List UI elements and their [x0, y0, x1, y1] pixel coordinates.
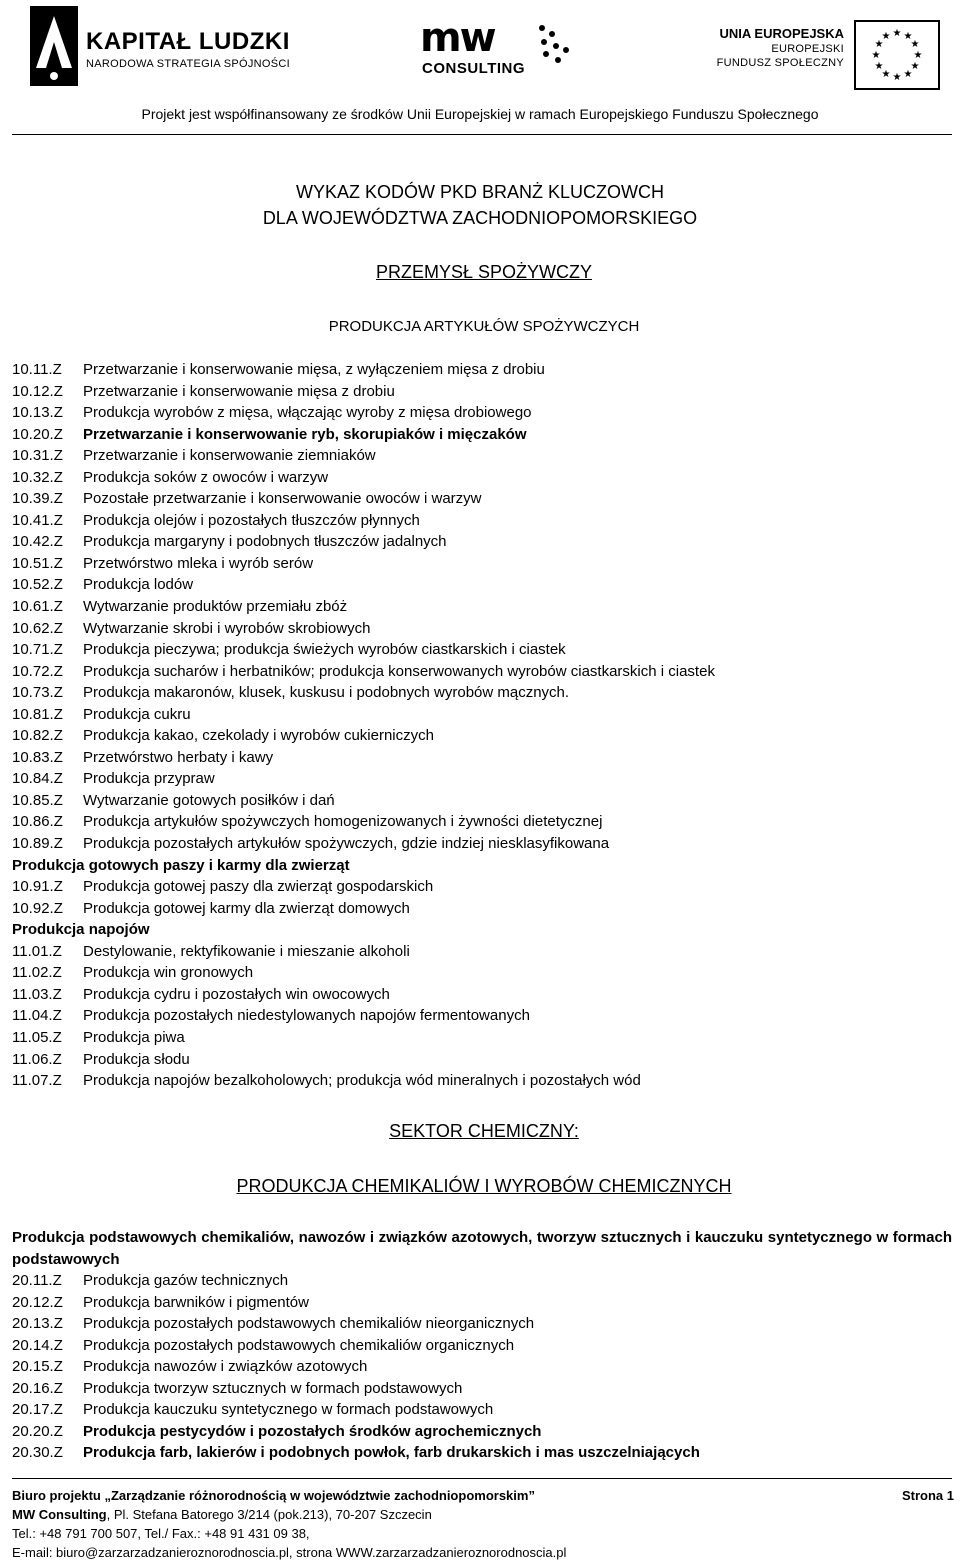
footer-address: , Pl. Stefana Batorego 3/214 (pok.213), 70-207 Szczecin [106, 1507, 432, 1522]
kapital-ludzki-title: KAPITAŁ LUDZKI [86, 28, 290, 55]
pkd-description: Produkcja kakao, czekolady i wyrobów cukierniczych [83, 727, 434, 745]
pkd-row [12, 1378, 952, 1400]
pkd-row [12, 725, 952, 747]
pkd-description: Destylowanie, rektyfikowanie i mieszanie alkoholi [83, 942, 410, 960]
pkd-description: Produkcja napojów bezalkoholowych; produkcja wód mineralnych i pozostałych wód [83, 1072, 641, 1090]
svg-text:★: ★ [881, 69, 891, 80]
section2-subtitle: PRODUKCJA CHEMIKALIÓW I WYROBÓW CHEMICZNYCH [236, 1176, 732, 1196]
pkd-code: 11.01.Z [12, 942, 62, 960]
pkd-row [12, 445, 952, 467]
pkd-description: Przetwarzanie i konserwowanie ryb, skorupiaków i mięczaków [83, 425, 527, 443]
section1-list [12, 359, 952, 1092]
pkd-row [12, 876, 952, 898]
pkd-code: 20.14.Z [12, 1336, 63, 1354]
svg-text:★: ★ [903, 69, 913, 80]
pkd-row [12, 1070, 952, 1092]
pkd-description: Produkcja nawozów i związków azotowych [83, 1358, 368, 1376]
pkd-row [12, 1270, 952, 1292]
pkd-row [12, 596, 952, 618]
pkd-description: Produkcja olejów i pozostałych tłuszczów płynnych [83, 511, 420, 529]
pkd-description: Produkcja pozostałych podstawowych chemikaliów nieorganicznych [83, 1315, 535, 1333]
header-divider [12, 134, 952, 135]
pkd-description: Produkcja barwników i pigmentów [83, 1293, 309, 1311]
pkd-row [12, 962, 952, 984]
pkd-code: 10.84.Z [12, 770, 63, 788]
group-heading-pasze: Produkcja gotowych paszy i karmy dla zwierząt [12, 856, 350, 874]
header-logos [0, 0, 960, 92]
pkd-row [12, 1292, 952, 1314]
svg-text:★: ★ [871, 50, 881, 61]
pkd-row [12, 1356, 952, 1378]
pkd-description: Produkcja piwa [83, 1028, 185, 1046]
pkd-description: Pozostałe przetwarzanie i konserwowanie owoców i warzyw [83, 490, 482, 508]
pkd-code: 10.41.Z [12, 511, 63, 529]
title-line-2: DLA WOJEWÓDZTWA ZACHODNIOPOMORSKIEGO [262, 208, 698, 228]
document-title [0, 179, 960, 231]
pkd-code: 11.06.Z [12, 1050, 62, 1068]
pkd-description: Produkcja gotowej paszy dla zwierząt gospodarskich [83, 878, 434, 896]
footer-phone: Tel.: +48 791 700 507, Tel./ Fax.: +48 91 431 09 38, [12, 1526, 310, 1541]
pkd-row [12, 639, 952, 661]
pkd-code: 20.16.Z [12, 1379, 63, 1397]
pkd-code: 10.12.Z [12, 382, 63, 400]
pkd-code: 10.61.Z [12, 598, 63, 616]
pkd-row [12, 1313, 952, 1335]
pkd-description: Produkcja sucharów i herbatników; produkcja konserwowanych wyrobów ciastkarskich i ciastek [83, 662, 715, 680]
footer [12, 1486, 952, 1562]
pkd-row [12, 381, 952, 403]
pkd-description: Produkcja win gronowych [83, 964, 254, 982]
pkd-description: Produkcja artykułów spożywczych homogenizowanych i żywności dietetycznej [83, 813, 603, 831]
mw-consulting-text: CONSULTING [422, 60, 526, 77]
pkd-description: Wytwarzanie gotowych posiłków i dań [83, 791, 335, 809]
section1-title: PRZEMYSŁ SPOŻYWCZY [375, 262, 593, 282]
pkd-code: 11.03.Z [12, 985, 62, 1003]
pkd-description: Produkcja pieczywa; produkcja świeżych wyrobów ciastkarskich i ciastek [83, 641, 566, 659]
pkd-code: 11.07.Z [12, 1072, 62, 1090]
pkd-row [12, 488, 952, 510]
pkd-row [12, 510, 952, 532]
pkd-code: 10.20.Z [12, 425, 63, 443]
pkd-description: Produkcja pozostałych podstawowych chemikaliów organicznych [83, 1336, 515, 1354]
footer-contact: E-mail: biuro@zarzarzadzanieroznorodnoscia.pl, strona WWW.zarzarzadzanieroznorodnoscia.pl [12, 1545, 567, 1560]
pkd-code: 20.12.Z [12, 1293, 63, 1311]
pkd-description: Produkcja pozostałych artykułów spożywczych, gdzie indziej niesklasyfikowana [83, 835, 610, 853]
pkd-code: 11.04.Z [12, 1007, 62, 1025]
pkd-description: Produkcja farb, lakierów i podobnych powłok, farb drukarskich i mas uszczelniających [83, 1444, 700, 1462]
pkd-description: Produkcja wyrobów z mięsa, włączając wyroby z mięsa drobiowego [83, 404, 532, 422]
pkd-description: Produkcja przypraw [83, 770, 215, 788]
pkd-description: Przetwarzanie i konserwowanie mięsa, z wyłączeniem mięsa z drobiu [83, 361, 545, 378]
pkd-row [12, 1399, 952, 1421]
pkd-code: 10.85.Z [12, 791, 63, 809]
pkd-description: Przetwórstwo mleka i wyrób serów [83, 554, 314, 572]
pkd-row [12, 1421, 952, 1443]
pkd-row [12, 941, 952, 963]
group-heading-napoje: Produkcja napojów [12, 921, 150, 939]
pkd-description: Przetwórstwo herbaty i kawy [83, 748, 274, 766]
pkd-code: 10.81.Z [12, 705, 63, 723]
svg-text:★: ★ [874, 61, 884, 72]
pkd-row [12, 424, 952, 446]
section2-paragraph: Produkcja podstawowych chemikaliów, nawozów i związków azotowych, tworzyw sztucznych i kauczuku syntetycznego w formach podstawowych [12, 1229, 952, 1268]
kapital-ludzki-subtitle: NARODOWA STRATEGIA SPÓJNOŚCI [86, 58, 290, 70]
pkd-code: 10.71.Z [12, 641, 63, 659]
pkd-code: 10.32.Z [12, 468, 63, 486]
pkd-description: Przetwarzanie i konserwowanie ziemniaków [83, 447, 376, 465]
pkd-code: 20.13.Z [12, 1315, 63, 1333]
svg-text:★: ★ [910, 61, 920, 72]
footer-divider [12, 1478, 952, 1479]
pkd-description: Produkcja soków z owoców i warzyw [83, 468, 329, 486]
pkd-row [12, 833, 952, 855]
pkd-row [12, 661, 952, 683]
eu-logo [700, 10, 950, 83]
pkd-code: 20.30.Z [12, 1444, 63, 1462]
svg-text:★: ★ [913, 50, 923, 61]
pkd-code: 11.02.Z [12, 964, 62, 982]
pkd-description: Produkcja pozostałych niedestylowanych napojów fermentowanych [83, 1007, 530, 1025]
cofinance-note: Projekt jest współfinansowany ze środków Unii Europejskiej w ramach Europejskiego Funduszu Społecznego [141, 106, 819, 122]
svg-text:★: ★ [910, 39, 920, 50]
page-number: Strona 1 [901, 1488, 954, 1503]
pkd-row [12, 790, 952, 812]
pkd-code: 20.11.Z [12, 1272, 62, 1289]
mw-consulting-logo [420, 15, 580, 82]
pkd-row [12, 768, 952, 790]
pkd-row [12, 467, 952, 489]
pkd-code: 10.89.Z [12, 835, 63, 853]
pkd-row [12, 747, 952, 769]
pkd-description: Produkcja lodów [83, 576, 194, 594]
pkd-description: Produkcja słodu [83, 1050, 190, 1068]
pkd-description: Produkcja margaryny i podobnych tłuszczów jadalnych [83, 533, 447, 551]
eu-line-2: EUROPEJSKI [771, 43, 844, 55]
pkd-row [12, 531, 952, 553]
pkd-description: Produkcja makaronów, klusek, kuskusu i podobnych wyrobów mącznych. [83, 684, 570, 702]
pkd-code: 10.42.Z [12, 533, 63, 551]
pkd-row [12, 1005, 952, 1027]
pkd-code: 20.15.Z [12, 1358, 63, 1376]
pkd-row [12, 553, 952, 575]
pkd-row [12, 574, 952, 596]
pkd-code: 10.39.Z [12, 490, 63, 508]
pkd-code: 10.92.Z [12, 899, 63, 917]
pkd-description: Produkcja gotowej karmy dla zwierząt domowych [83, 899, 410, 917]
kapital-ludzki-logo [30, 6, 300, 86]
pkd-row [12, 704, 952, 726]
title-line-1: WYKAZ KODÓW PKD BRANŻ KLUCZOWCH [295, 182, 664, 202]
pkd-description: Produkcja cydru i pozostałych win owocowych [83, 985, 390, 1003]
kapital-ludzki-mark-icon [30, 6, 78, 86]
svg-text:★: ★ [892, 72, 902, 83]
footer-company: MW Consulting [12, 1507, 107, 1522]
pkd-code: 10.73.Z [12, 684, 63, 702]
eu-line-1: UNIA EUROPEJSKA [719, 26, 844, 41]
svg-text:★: ★ [892, 28, 902, 39]
svg-text:★: ★ [874, 39, 884, 50]
pkd-code: 10.83.Z [12, 748, 63, 766]
pkd-description: Produkcja kauczuku syntetycznego w formach podstawowych [83, 1401, 494, 1419]
svg-text:★: ★ [903, 31, 913, 42]
pkd-code: 10.62.Z [12, 619, 63, 637]
pkd-row [12, 1027, 952, 1049]
section2-title: SEKTOR CHEMICZNY: [389, 1121, 579, 1141]
section1-subtitle: PRODUKCJA ARTYKUŁÓW SPOŻYWCZYCH [328, 318, 640, 335]
pkd-row [12, 402, 952, 424]
pkd-code: 10.31.Z [12, 447, 63, 465]
pkd-description: Wytwarzanie skrobi i wyrobów skrobiowych [83, 619, 371, 637]
pkd-description: Wytwarzanie produktów przemiału zbóż [83, 598, 348, 616]
pkd-code: 11.05.Z [12, 1028, 62, 1046]
footer-office: Biuro projektu „Zarządzanie różnorodnością w województwie zachodniopomorskim” [12, 1488, 535, 1503]
pkd-description: Produkcja tworzyw sztucznych w formach podstawowych [83, 1379, 463, 1397]
pkd-description: Produkcja cukru [83, 705, 191, 723]
svg-text:★: ★ [881, 31, 891, 42]
pkd-code: 10.52.Z [12, 576, 63, 594]
eu-line-3: FUNDUSZ SPOŁECZNY [716, 57, 844, 69]
pkd-row [12, 359, 952, 381]
pkd-row [12, 682, 952, 704]
pkd-code: 10.11.Z [12, 361, 62, 378]
pkd-code: 20.20.Z [12, 1422, 63, 1440]
pkd-row [12, 618, 952, 640]
mw-dots-icon [538, 24, 572, 68]
pkd-description: Produkcja pestycydów i pozostałych środków agrochemicznych [83, 1422, 542, 1440]
pkd-code: 10.86.Z [12, 813, 63, 831]
pkd-row [12, 984, 952, 1006]
pkd-row [12, 898, 952, 920]
pkd-row [12, 1049, 952, 1071]
pkd-description: Przetwarzanie i konserwowanie mięsa z drobiu [83, 382, 395, 400]
mw-logo-text: mw [420, 15, 495, 61]
pkd-row [12, 1335, 952, 1357]
pkd-code: 10.82.Z [12, 727, 63, 745]
pkd-code: 10.91.Z [12, 878, 63, 896]
pkd-description: Produkcja gazów technicznych [83, 1272, 289, 1289]
pkd-row [12, 1442, 952, 1464]
pkd-code: 10.51.Z [12, 554, 63, 572]
pkd-code: 10.13.Z [12, 404, 63, 422]
section2-list [12, 1227, 952, 1464]
footer-address-line [12, 1505, 952, 1524]
pkd-code: 20.17.Z [12, 1401, 63, 1419]
pkd-code: 10.72.Z [12, 662, 63, 680]
eu-flag-icon [854, 20, 940, 90]
pkd-row [12, 811, 952, 833]
